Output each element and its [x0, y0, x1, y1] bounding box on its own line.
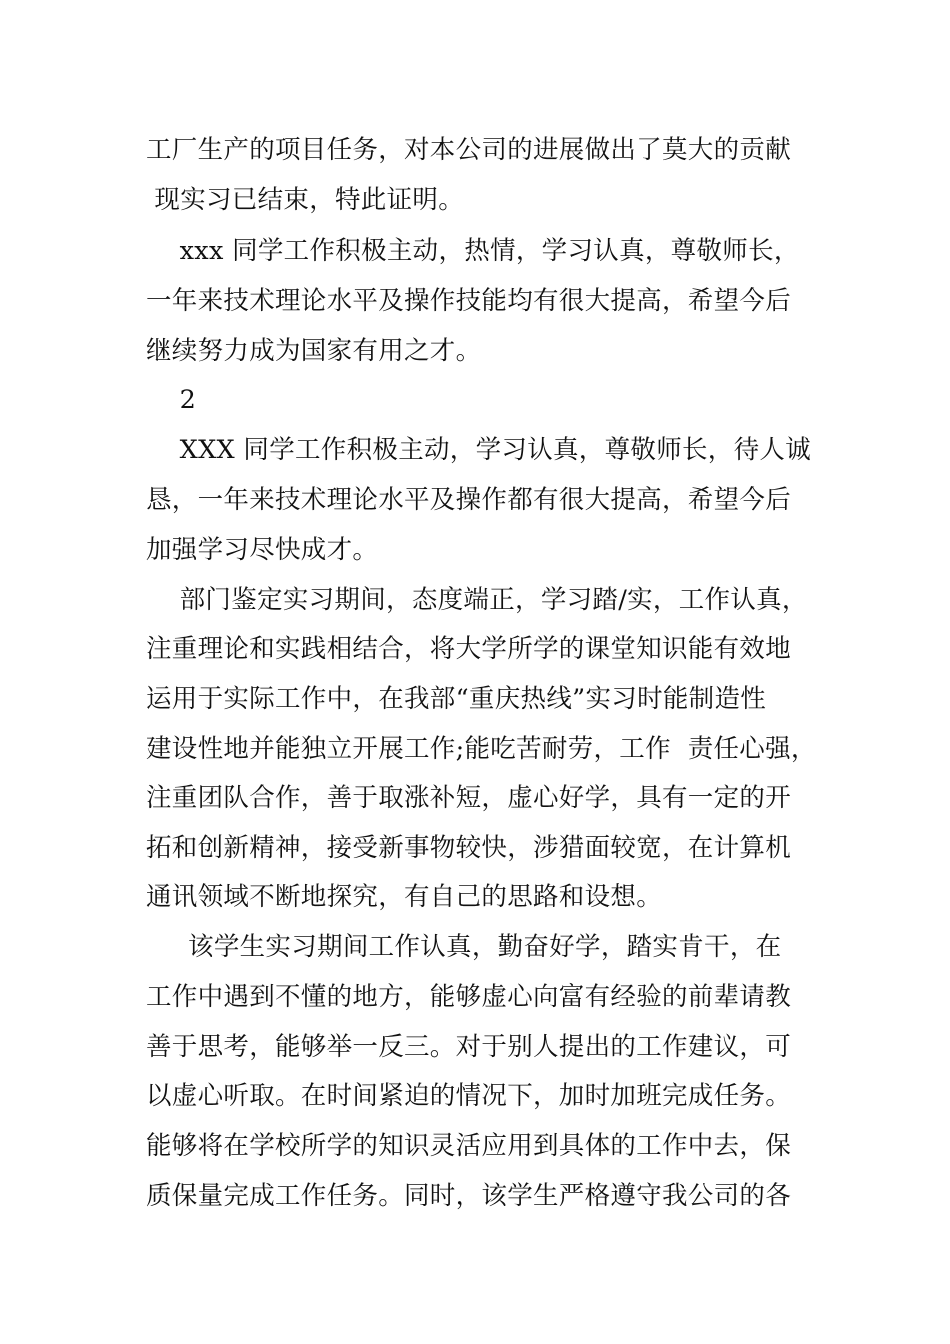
- text-line: 以虚心听取。在时间紧迫的情况下，加时加班完成任务。: [146, 1081, 792, 1111]
- text-line: 2: [146, 385, 197, 415]
- text-line: 部门鉴定实习期间，态度端正，学习踏/实，工作认真，: [146, 585, 808, 615]
- text-line: 一年来技术理论水平及操作技能均有很大提高，希望今后: [146, 286, 792, 316]
- text-line: 现实习已结束，特此证明。: [146, 185, 465, 215]
- text-line: 善于思考，能够举一反三。对于别人提出的工作建议，可: [146, 1032, 792, 1062]
- text-line: 建设性地并能独立开展工作;能吃苦耐劳，工作 责任心强，: [146, 734, 817, 764]
- text-line: xxx 同学工作积极主动，热情，学习认真，尊敬师长，: [146, 236, 800, 266]
- text-line: 能够将在学校所学的知识灵活应用到具体的工作中去，保: [146, 1131, 792, 1161]
- text-line: 该学生实习期间工作认真，勤奋好学，踏实肯干，在: [146, 932, 782, 962]
- text-line: 注重理论和实践相结合，将大学所学的课堂知识能有效地: [146, 634, 792, 664]
- text-line: 质保量完成工作任务。同时，该学生严格遵守我公司的各: [146, 1181, 792, 1211]
- text-line: 恳，一年来技术理论水平及操作都有很大提高，希望今后: [146, 485, 792, 515]
- text-line: 加强学习尽快成才。: [146, 535, 379, 565]
- text-line: 工厂生产的项目任务，对本公司的进展做出了莫大的贡献: [146, 135, 792, 165]
- text-line: 拓和创新精神，接受新事物较快，涉猎面较宽，在计算机: [146, 833, 792, 863]
- text-line: 通讯领域不断地探究，有自己的思路和设想。: [146, 882, 663, 912]
- text-line: 继续努力成为国家有用之才。: [146, 336, 482, 366]
- text-line: XXX 同学工作积极主动，学习认真，尊敬师长，待人诚: [146, 435, 811, 465]
- text-line: 注重团队合作，善于取涨补短，虚心好学，具有一定的开: [146, 783, 792, 813]
- text-line: 工作中遇到不懂的地方，能够虚心向富有经验的前辈请教: [146, 982, 792, 1012]
- text-line: 运用于实际工作中，在我部“重庆热线”实习时能制造性: [146, 684, 767, 714]
